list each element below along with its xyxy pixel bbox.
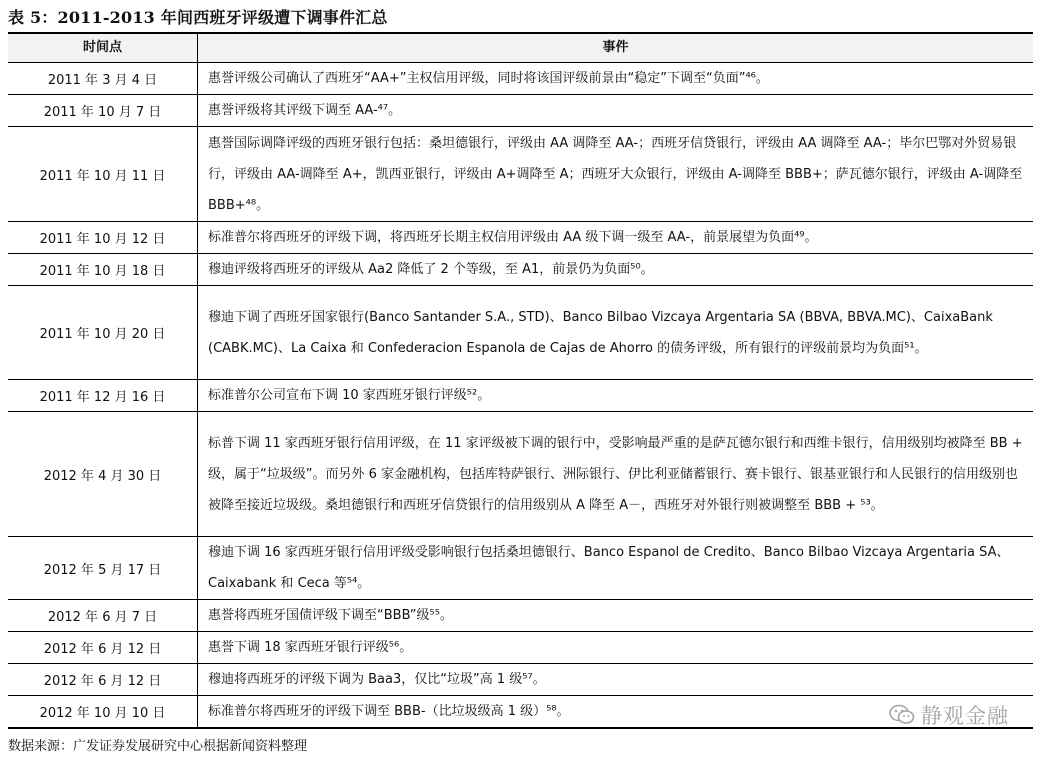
row-date: 2011 年 12 月 16 日 <box>8 380 198 411</box>
table-row <box>8 62 1033 94</box>
row-event-text: 穆迪下调了西班牙国家银行(Banco Santander S.A., STD)、Banco Bilbao Vizcaya Argentaria SA (BBVA, BBVA.MC)、CaixaBank (CABK.MC)、La Caixa 和 Confederacion Espanola de Cajas de Ahorro 的债务评级，所有银行的评级前景均为负面⁵¹。 <box>208 309 993 356</box>
row-date: 2011 年 10 月 12 日 <box>8 222 198 253</box>
events-table <box>8 32 1033 729</box>
row-event <box>198 632 1033 663</box>
table-row <box>8 631 1033 663</box>
table-row <box>8 221 1033 253</box>
row-date: 2011 年 10 月 11 日 <box>8 127 198 221</box>
table-row <box>8 411 1033 536</box>
row-event <box>198 254 1033 285</box>
row-event <box>198 537 1033 599</box>
header-date: 时间点 <box>8 34 198 62</box>
table-header-row <box>8 34 1033 62</box>
row-event <box>198 664 1033 695</box>
row-date: 2011 年 10 月 20 日 <box>8 286 198 379</box>
header-event: 事件 <box>602 40 629 55</box>
row-event <box>198 600 1033 631</box>
row-date: 2012 年 5 月 17 日 <box>8 537 198 599</box>
row-event-text: 穆迪将西班牙的评级下调为 Baa3，仅比“垃圾”高 1 级⁵⁷。 <box>208 672 546 687</box>
row-date: 2011 年 3 月 4 日 <box>8 63 198 94</box>
table-row <box>8 599 1033 631</box>
row-event-text: 标普下调 11 家西班牙银行信用评级，在 11 家评级被下调的银行中，受影响最严重的是萨瓦德尔银行和西维卡银行，信用级别均被降至 BB + 级，属于“垃圾级”。而另外 6 家金融机构，包括库特萨银行、洲际银行、伊比利亚储蓄银行、赛卡银行、银基亚银行和人民银行的信用级别也被降至接近垃圾级。桑坦德银行和西班牙信贷银行的信用级别从 A 降至 A－，西班牙对外银行则被调整至 BBB + ⁵³。 <box>208 435 1023 513</box>
table-row <box>8 126 1033 221</box>
watermark <box>889 700 1009 730</box>
row-date: 2012 年 6 月 12 日 <box>8 664 198 695</box>
table-row <box>8 379 1033 411</box>
row-event-text: 穆迪下调 16 家西班牙银行信用评级受影响银行包括桑坦德银行、Banco Espanol de Credito、Banco Bilbao Vizcaya Argentaria SA、Caixabank 和 Ceca 等⁵⁴。 <box>208 545 1010 591</box>
row-event-text: 惠誉下调 18 家西班牙银行评级⁵⁶。 <box>208 640 413 655</box>
row-event <box>198 95 1033 126</box>
row-event-text: 标准普尔将西班牙的评级下调至 BBB-（比垃圾级高 1 级）⁵⁸。 <box>208 704 570 719</box>
row-date: 2012 年 4 月 30 日 <box>8 412 198 536</box>
table-title: 表 5：2011-2013 年间西班牙评级遭下调事件汇总 <box>8 8 388 27</box>
row-event <box>198 380 1033 411</box>
source-note: 数据来源：广发证券发展研究中心根据新闻资料整理 <box>8 739 308 754</box>
row-date: 2012 年 6 月 7 日 <box>8 600 198 631</box>
row-date: 2011 年 10 月 18 日 <box>8 254 198 285</box>
row-event <box>198 63 1033 94</box>
wechat-icon <box>889 704 915 726</box>
table-row <box>8 695 1033 727</box>
row-date: 2012 年 10 月 10 日 <box>8 696 198 727</box>
row-event-text: 惠誉评级将其评级下调至 AA-⁴⁷。 <box>208 103 402 118</box>
row-event-text: 标准普尔公司宣布下调 10 家西班牙银行评级⁵²。 <box>208 388 491 403</box>
row-event-text: 惠誉将西班牙国债评级下调至“BBB”级⁵⁵。 <box>208 608 453 623</box>
row-event <box>198 127 1033 221</box>
table-row <box>8 536 1033 599</box>
watermark-text: 静观金融 <box>921 704 1009 728</box>
row-event-text: 穆迪评级将西班牙的评级从 Aa2 降低了 2 个等级，至 A1，前景仍为负面⁵⁰。 <box>208 262 654 277</box>
row-event-text: 标准普尔将西班牙的评级下调，将西班牙长期主权信用评级由 AA 级下调一级至 AA-，前景展望为负面⁴⁹。 <box>208 230 818 245</box>
row-event <box>198 412 1033 536</box>
table-row <box>8 663 1033 695</box>
row-event-text: 惠誉国际调降评级的西班牙银行包括：桑坦德银行，评级由 AA 调降至 AA-；西班牙信贷银行，评级由 AA 调降至 AA-；毕尔巴鄂对外贸易银行，评级由 AA-调降至 A+，凯西亚银行，评级由 A+调降至 A；西班牙大众银行，评级由 A-调降至 BBB+；萨瓦德尔银行，评级由 A-调降至 BBB+⁴⁸。 <box>208 135 1023 213</box>
row-date: 2012 年 6 月 12 日 <box>8 632 198 663</box>
row-date: 2011 年 10 月 7 日 <box>8 95 198 126</box>
table-row <box>8 285 1033 379</box>
row-event <box>198 286 1033 379</box>
row-event <box>198 222 1033 253</box>
table-row <box>8 94 1033 126</box>
table-row <box>8 253 1033 285</box>
row-event-text: 惠誉评级公司确认了西班牙“AA+”主权信用评级，同时将该国评级前景由“稳定”下调至“负面”⁴⁶。 <box>208 71 769 86</box>
